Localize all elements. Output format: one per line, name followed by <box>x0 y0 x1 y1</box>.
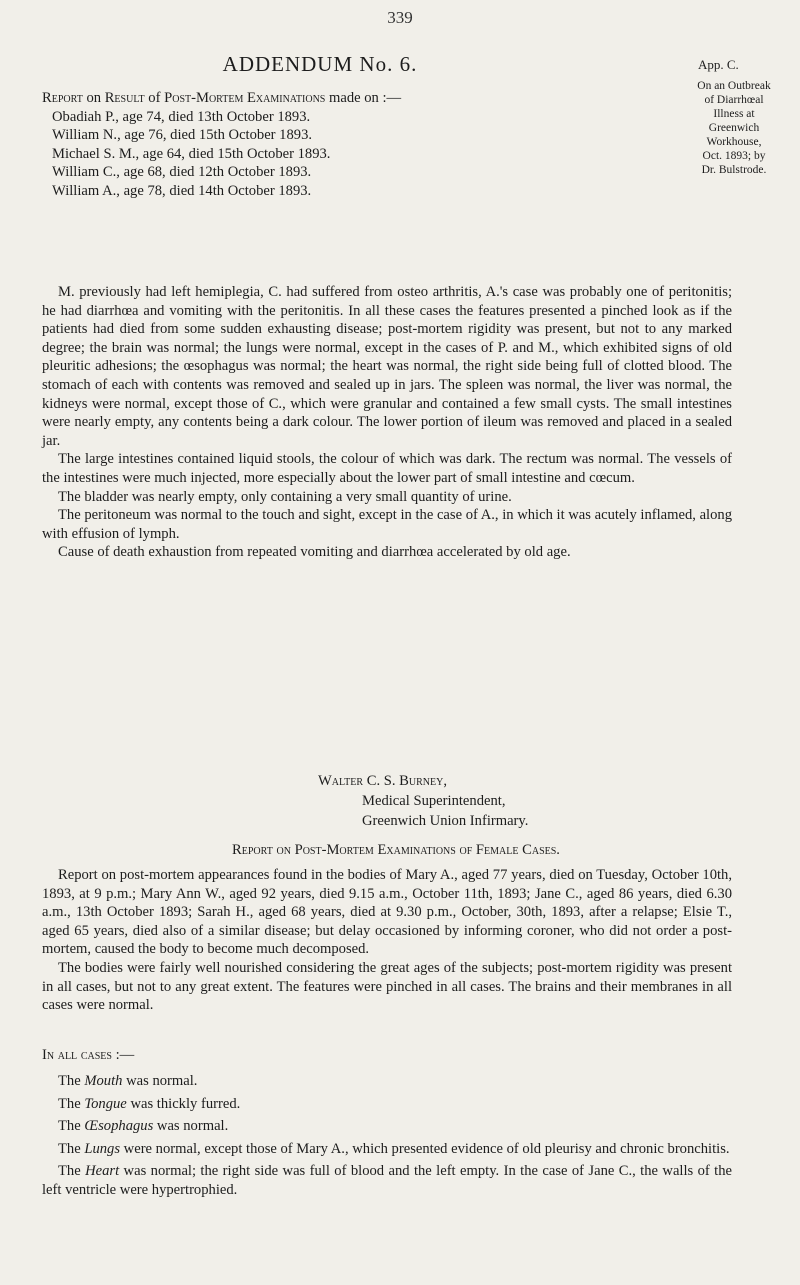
margin-note-line: Workhouse, <box>706 136 762 148</box>
female-report-heading: Report on Post-Mortem Examinations of Female Cases. <box>232 842 560 858</box>
finding-prefix: The <box>58 1163 86 1180</box>
finding-text: was normal. <box>153 1118 229 1135</box>
finding-item <box>42 1140 732 1159</box>
appendix-reference: App. C. <box>698 57 739 72</box>
signatory-title: Medical Superintendent, <box>362 793 506 809</box>
report-paragraph: The large intestines contained liquid stools, the colour of which was dark. The rectum was normal. The vessels of the intestines were much injected, more especially about the lower part of small intestine and cœcum. <box>42 451 732 486</box>
organ-name: Tongue <box>84 1095 127 1112</box>
margin-note-line: Illness at <box>713 108 755 120</box>
heading-part: Report <box>42 90 83 106</box>
margin-note-line: of Diarrhœal <box>704 94 764 106</box>
finding-text: was normal; the right side was full of blood and the left empty. In the case of Jane C., the walls of the left ventricle were hypertrophied. <box>42 1163 732 1198</box>
case-entry: Obadiah P., age 74, died 13th October 1893. <box>52 108 311 125</box>
finding-item <box>42 1162 732 1199</box>
margin-note <box>676 79 792 177</box>
report-male-cases-header <box>42 89 667 201</box>
report-male-cases-body <box>42 283 732 562</box>
finding-item <box>42 1072 732 1091</box>
finding-text: was thickly furred. <box>126 1095 241 1112</box>
case-entry: Michael S. M., age 64, died 15th October 1893. <box>52 145 331 162</box>
finding-text: were normal, except those of Mary A., which presented evidence of old pleurisy and chronic bronchitis. <box>120 1140 730 1157</box>
organ-name: Heart <box>85 1163 120 1180</box>
finding-prefix: The <box>58 1118 85 1135</box>
report-paragraph: The bodies were fairly well nourished considering the great ages of the subjects; post-mortem rigidity was present in all cases, but not to any great extent. The features were pinched in all cases. The brains and their membranes in all cases were normal. <box>42 959 732 1014</box>
finding-item <box>42 1117 732 1136</box>
report-paragraph: M. previously had left hemiplegia, C. had suffered from osteo arthritis, A.'s case was probably one of peritonitis; he had diarrhœa and vomiting with the peritonitis. In all these cases the features presented a pinched look as if the patients had died from some sudden exhausting disease; post-mortem rigidity was present, but not to any marked degree; the brain was normal; the lungs were normal, except in the cases of P. and M., which exhibited signs of old pleuritic adhesions; the œsophagus was normal; the heart was normal, the right side being full of clotted blood. The stomach of each with contents was removed and sealed up in jars. The spleen was normal, the liver was normal, the kidneys were normal, except those of C., which were granular and contained a few small cysts. The small intestines were nearly empty, any contents being a dark colour. The lower portion of ileum was removed and placed in a sealed jar. <box>42 284 732 449</box>
heading-part: Result <box>104 90 145 106</box>
report-paragraph: The peritoneum was normal to the touch and sight, except in the case of A., in which it was acutely inflamed, along with effusion of lymph. <box>42 507 732 542</box>
organ-name: Œsophagus <box>84 1118 154 1135</box>
finding-prefix: The <box>58 1095 85 1112</box>
report-paragraph: The bladder was nearly empty, only containing a very small quantity of urine. <box>58 488 512 505</box>
heading-part: made on :— <box>325 90 402 106</box>
report-paragraph: Cause of death exhaustion from repeated vomiting and diarrhœa accelerated by old age. <box>58 544 571 561</box>
signatory-institution: Greenwich Union Infirmary. <box>362 813 529 829</box>
case-entry: William N., age 76, died 15th October 1893. <box>52 127 313 144</box>
report-female-cases-body <box>42 866 732 1015</box>
case-entry: William C., age 68, died 12th October 1893. <box>52 164 312 181</box>
heading-part: of <box>144 90 165 106</box>
finding-prefix: The <box>58 1140 85 1157</box>
margin-note-line: Greenwich <box>708 122 760 134</box>
finding-item <box>42 1095 732 1114</box>
finding-prefix: The <box>58 1073 85 1089</box>
signatory-name: Walter C. S. Burney, <box>318 773 447 789</box>
heading-part: on <box>82 90 105 106</box>
organ-name: Mouth <box>84 1073 123 1089</box>
all-cases-findings <box>42 1072 732 1204</box>
report-heading <box>42 89 667 108</box>
heading-part: Post-Mortem Examinations <box>164 90 326 106</box>
margin-note-line: On an Outbreak <box>697 80 771 92</box>
margin-note-line: Oct. 1893; by <box>702 150 766 162</box>
margin-note-line: Dr. Bulstrode. <box>701 164 767 176</box>
case-list <box>52 108 667 201</box>
addendum-title: ADDENDUM No. 6. <box>222 52 418 76</box>
report-paragraph: Report on post-mortem appearances found in the bodies of Mary A., aged 77 years, died on Tuesday, October 10th, 1893, at 9 p.m.; Mary Ann W., aged 92 years, died 9.15 a.m., October 11th, 1893; Jane C., aged 86 years, died 6.30 a.m., 13th October 1893; Sarah H., aged 68 years, died at 9.30 p.m., October, 30th, 1893, after a relapse; Elsie T., aged 65 years, died also of a similar disease; but delay occasioned by informing coroner, who did not order a post-mortem, caused the body to become much decomposed. <box>42 867 732 958</box>
all-cases-heading: In all cases :— <box>42 1047 135 1063</box>
finding-text: was normal. <box>122 1073 198 1089</box>
page-number: 339 <box>387 8 413 27</box>
case-entry: William A., age 78, died 14th October 1893. <box>52 182 312 199</box>
organ-name: Lungs <box>84 1140 121 1157</box>
